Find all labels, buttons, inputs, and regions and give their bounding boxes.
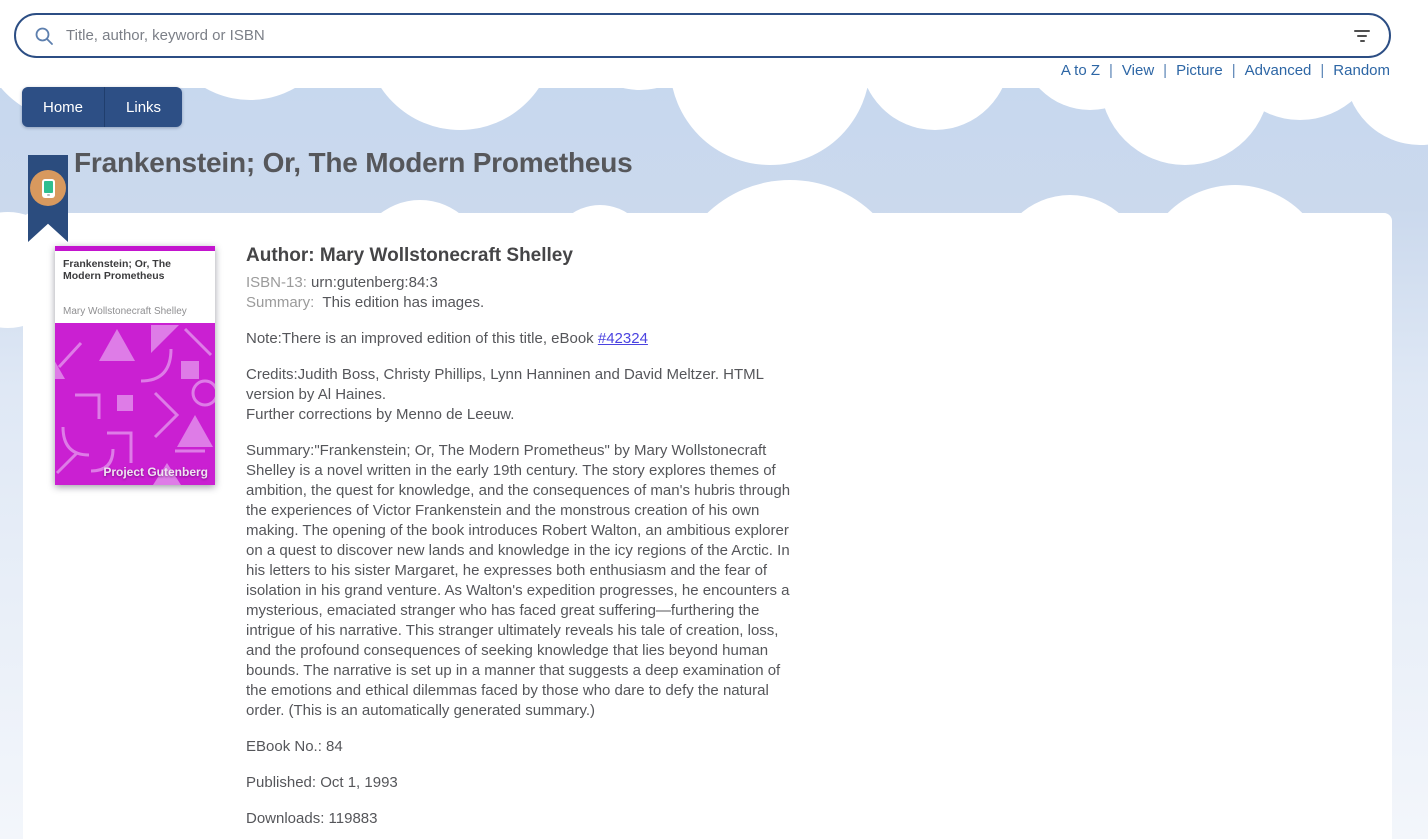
nav-tabs <box>22 87 182 127</box>
note-line <box>246 329 804 349</box>
isbn-label: ISBN-13: <box>246 274 307 291</box>
tab-home[interactable]: Home <box>43 98 84 116</box>
cover-title: Frankenstein; Or, The Modern Prometheus <box>63 258 171 282</box>
note-text: Note:There is an improved edition of this title, eBook <box>246 330 598 347</box>
credits-block <box>246 365 804 425</box>
link-picture[interactable]: Picture <box>1176 62 1223 79</box>
book-details <box>246 244 804 829</box>
cover-author: Mary Wollstonecraft Shelley <box>63 306 187 317</box>
separator: | <box>1231 62 1236 79</box>
downloads-count: Downloads: 119883 <box>246 810 378 827</box>
cover-pattern <box>55 323 215 485</box>
link-a-to-z[interactable]: A to Z <box>1060 62 1101 79</box>
search-icon <box>34 26 54 46</box>
summary-line <box>246 293 804 313</box>
separator: | <box>1163 62 1168 79</box>
cover-artwork <box>55 323 215 485</box>
quick-links <box>1061 62 1390 79</box>
cover-publisher: Project Gutenberg <box>103 465 208 479</box>
improved-edition-link[interactable]: #42324 <box>597 330 648 347</box>
device-badge <box>30 170 66 206</box>
search-bar <box>14 13 1391 58</box>
credits-line2: Further corrections by Menno de Leeuw. <box>246 406 515 423</box>
filter-icon[interactable] <box>1353 30 1371 42</box>
cover-header <box>55 251 215 323</box>
author-heading <box>246 244 804 268</box>
separator: | <box>1320 62 1325 79</box>
tab-links[interactable]: Links <box>104 87 182 127</box>
summary-value: This edition has images. <box>314 294 485 311</box>
long-summary: Summary:"Frankenstein; Or, The Modern Prometheus" by Mary Wollstonecraft Shelley is a novel written in the early 19th century. The story explores themes of ambition, the quest for knowledge, and the consequences of man's hubris through the experiences of Victor Frankenstein and the monstrous creation of his own making. The opening of the book introduces Robert Walton, an ambitious explorer on a quest to discover new lands and knowledge in the icy regions of the Arctic. In his letters to his sister Margaret, he expresses both enthusiasm and the fear of isolation in his grand venture. As Walton's expedition progresses, he encounters a mysterious, emaciated stranger who has faced great suffering—furthering the intrigue of his narrative. This stranger ultimately reveals his tale of creation, loss, and the profound consequences of seeking knowledge that lies beyond human bounds. The narrative is set up in a manner that suggests a deep examination of the emotions and ethical dilemmas faced by those who dare to defy the natural order. (This is an automatically generated summary.) <box>246 442 791 719</box>
separator: | <box>1109 62 1113 79</box>
author-label: Author: <box>246 245 315 266</box>
published-date: Published: Oct 1, 1993 <box>246 774 398 791</box>
search-input[interactable] <box>66 27 1353 44</box>
isbn-line <box>246 273 804 293</box>
tablet-icon <box>42 179 55 198</box>
author-name: Mary Wollstonecraft Shelley <box>319 245 573 266</box>
link-random[interactable]: Random <box>1333 62 1390 79</box>
isbn-value: urn:gutenberg:84:3 <box>311 274 438 291</box>
link-advanced[interactable]: Advanced <box>1244 62 1312 79</box>
summary-label: Summary: <box>246 294 315 311</box>
page-title: Frankenstein; Or, The Modern Prometheus <box>74 147 633 178</box>
link-view[interactable]: View <box>1121 62 1155 79</box>
book-cover[interactable] <box>55 246 215 485</box>
credits-line1: Credits:Judith Boss, Christy Phillips, Lynn Hanninen and David Meltzer. HTML version by Al Haines. <box>246 366 764 403</box>
ebook-number: EBook No.: 84 <box>246 738 343 755</box>
